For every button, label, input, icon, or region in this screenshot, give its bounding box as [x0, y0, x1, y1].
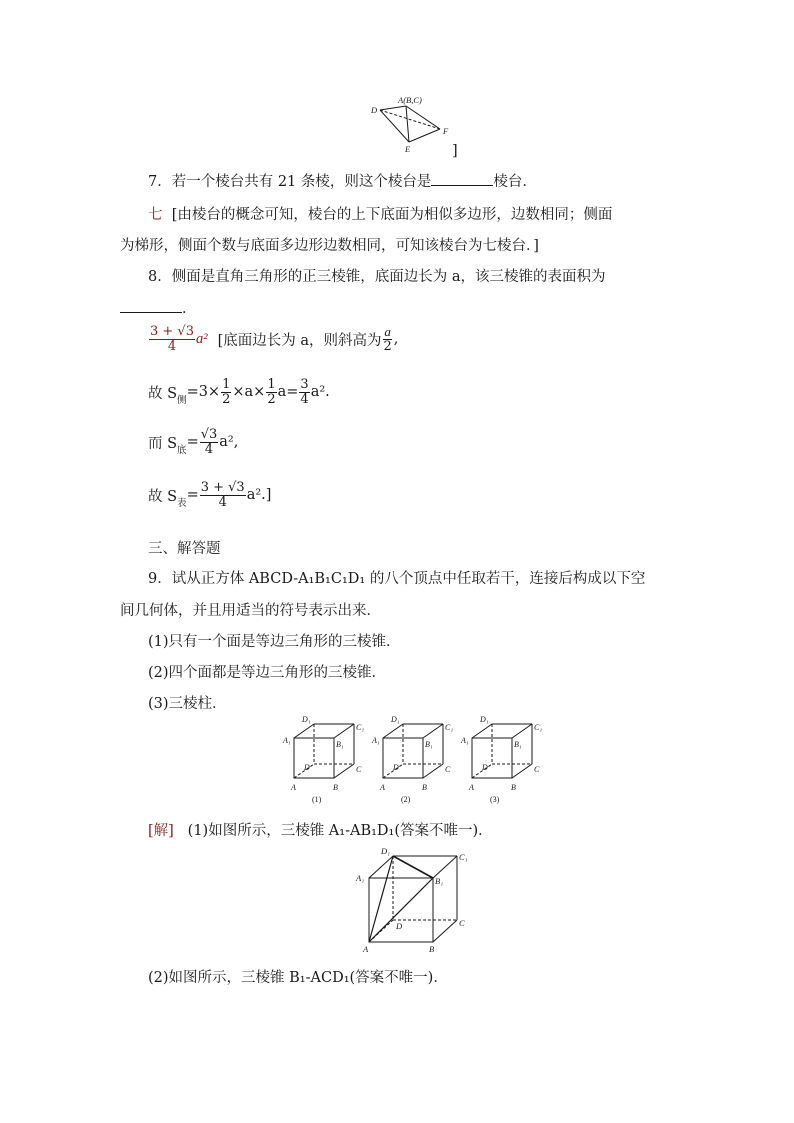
q8-answer-blank	[120, 298, 182, 313]
q7-question	[148, 170, 537, 191]
q8-solution-line3	[148, 428, 238, 456]
cube3-label-d: D	[482, 763, 488, 772]
q8-line2-expr3: a=	[277, 384, 299, 401]
cube3-label-d1: D₁	[480, 715, 489, 724]
q9-cubes-figure	[282, 712, 552, 808]
q8-line2-prefix: 故 S	[148, 385, 178, 402]
q9-solution1-figure	[352, 842, 482, 954]
q7-label-e: E	[405, 144, 411, 154]
q7-figure-lines	[380, 106, 440, 142]
q8-line3-prefix: 而 S	[148, 435, 178, 452]
q8-line3-frac-den: 4	[204, 441, 214, 457]
q8-line4-end: a².]	[246, 487, 272, 504]
solution-tag: [解]	[148, 823, 174, 839]
q8-line2-end: a².	[310, 384, 330, 401]
q9-part3: (3)三棱柱．	[148, 696, 227, 712]
cube3-label-c: C	[534, 765, 540, 774]
q8-line2-frac1-den: 2	[222, 391, 231, 407]
q8-answer-num: 3 + √3	[150, 324, 194, 339]
cube1-caption: (1)	[312, 795, 322, 804]
cube1-label-b1: B₁	[336, 740, 344, 749]
q9-solution2: (2)如图所示，三棱锥 B₁-ACD₁(答案不唯一)．	[148, 970, 448, 986]
cube3-label-a1: A₁	[461, 736, 469, 745]
cube1-label-c1: C₁	[356, 723, 365, 732]
q8-solution-line4	[148, 481, 271, 509]
q8-sol-line1-text: [底面边长为 a，则斜高为	[217, 332, 382, 349]
cube2-label-a1: A₁	[372, 736, 380, 745]
q8-line4-sub: 表	[177, 498, 187, 510]
cube2-label-d1: D₁	[391, 715, 400, 724]
q8-line4-prefix: 故 S	[148, 488, 178, 505]
cube1-label-a: A	[291, 783, 296, 792]
cube2-caption: (2)	[401, 795, 411, 804]
q8-line2-expr2: ×a×	[232, 384, 266, 401]
q8-line4-eq: =	[186, 487, 199, 504]
q7-answer-blank	[431, 171, 493, 186]
q8-line2-frac2-den: 2	[267, 391, 276, 407]
cube1-label-d: D	[304, 763, 310, 772]
q8-answer-tail: a²	[195, 330, 208, 347]
cube1-label-b: B	[333, 783, 338, 792]
q9-solution1-text: (1)如图所示，三棱锥 A₁-AB₁D₁(答案不唯一)．	[187, 823, 493, 839]
q8-line2-frac2-num: 1	[267, 377, 276, 392]
q8-line2-frac3-num: 3	[300, 377, 309, 392]
sol-label-a: A	[363, 944, 369, 954]
q8-line4-frac-den: 4	[218, 494, 227, 510]
sol-label-a1: A₁	[356, 873, 365, 883]
q8-line3-eq: =	[186, 434, 199, 451]
q7-explanation-line2: 为梯形，侧面个数与底面多边形边数相同，可知该棱台为七棱台．]	[120, 238, 539, 254]
q8-line3-frac-num: √3	[200, 427, 218, 442]
q9-question-line2: 间几何体，并且用适当的符号表示出来．	[120, 603, 381, 619]
q8-line2-frac3-den: 4	[300, 391, 309, 407]
q8-sol-line1-end: ,	[393, 331, 399, 348]
section3-title: 三、解答题	[148, 541, 221, 557]
sol-label-d1: D₁	[381, 846, 391, 856]
sol-label-c: C	[459, 918, 465, 928]
q7-label-abc: A(B,C)	[398, 95, 422, 105]
q7-label-d: D	[371, 105, 378, 115]
q8-line2-frac3	[299, 378, 309, 406]
q8-slant-num: a	[384, 324, 391, 339]
q8-line2-end: ．	[182, 301, 197, 317]
q7-text-before: 7．若一个棱台共有 21 条棱，则这个棱台是	[148, 174, 432, 190]
cube2-label-d: D	[393, 763, 399, 772]
cube-3	[460, 715, 542, 804]
q9-part2: (2)四个面都是等边三角形的三棱锥．	[148, 665, 387, 681]
cube2-label-c: C	[445, 765, 451, 774]
cube1-label-c: C	[356, 765, 362, 774]
q8-slant-fraction	[383, 325, 393, 353]
cube2-label-a: A	[380, 783, 385, 792]
q7-label-f: F	[443, 126, 449, 136]
q7-explanation-text1: [由棱台的概念可知，棱台的上下底面为相似多边形，边数相同；侧面	[171, 207, 613, 223]
cube-2	[371, 715, 453, 804]
cube2-label-b: B	[422, 783, 427, 792]
sol-label-d: D	[396, 921, 403, 931]
q7-answer: 七	[148, 207, 163, 223]
cube3-caption: (3)	[490, 795, 500, 804]
q8-line2-expr1: =3×	[186, 384, 221, 401]
q8-line2-frac1	[221, 378, 231, 406]
cube1-label-a1: A₁	[283, 736, 291, 745]
cube2-label-b1: B₁	[425, 740, 433, 749]
cube3-label-c1: C₁	[534, 723, 543, 732]
cube1-label-d1: D₁	[302, 715, 311, 724]
q8-line3-end: a²,	[219, 434, 239, 451]
q9-question-line1: 9．试从正方体 ABCD-A₁B₁C₁D₁ 的八个顶点中任取若干，连接后构成以下空	[148, 571, 646, 587]
q8-answer-den: 4	[167, 338, 177, 354]
cube-1	[282, 715, 364, 804]
q8-question-line2	[120, 297, 197, 318]
sol-label-b: B	[429, 944, 435, 954]
cube3-label-b: B	[511, 783, 516, 792]
q9-solution1	[148, 819, 493, 840]
q8-line4-frac-num: 3 + √3	[200, 480, 245, 495]
q8-line2-frac1-num: 1	[222, 377, 231, 392]
q8-question-line1: 8．侧面是直角三角形的正三棱锥，底面边长为 a，该三棱锥的表面积为	[148, 269, 606, 285]
q8-line3-sub: 底	[177, 445, 187, 457]
q8-line4-frac	[200, 481, 246, 509]
sol-label-c1: C₁	[459, 852, 468, 862]
q8-slant-den: 2	[383, 338, 392, 354]
cube2-label-c1: C₁	[445, 723, 454, 732]
q9-part1: (1)只有一个面是等边三角形的三棱锥．	[148, 634, 401, 650]
q8-line3-frac	[200, 428, 219, 456]
q7-explanation-line1	[148, 203, 612, 224]
q8-answer-line	[148, 325, 398, 353]
q8-answer-fraction	[149, 325, 195, 353]
sol-label-b1: B₁	[435, 876, 444, 886]
cube3-label-b1: B₁	[514, 740, 522, 749]
q8-line2-frac2	[266, 378, 276, 406]
q7-text-after: 棱台．	[493, 174, 537, 190]
q8-solution-line2	[148, 378, 330, 406]
q7-figure-bracket: ]	[452, 143, 458, 159]
cube3-label-a: A	[469, 783, 474, 792]
q8-line2-sub: 侧	[177, 395, 187, 407]
